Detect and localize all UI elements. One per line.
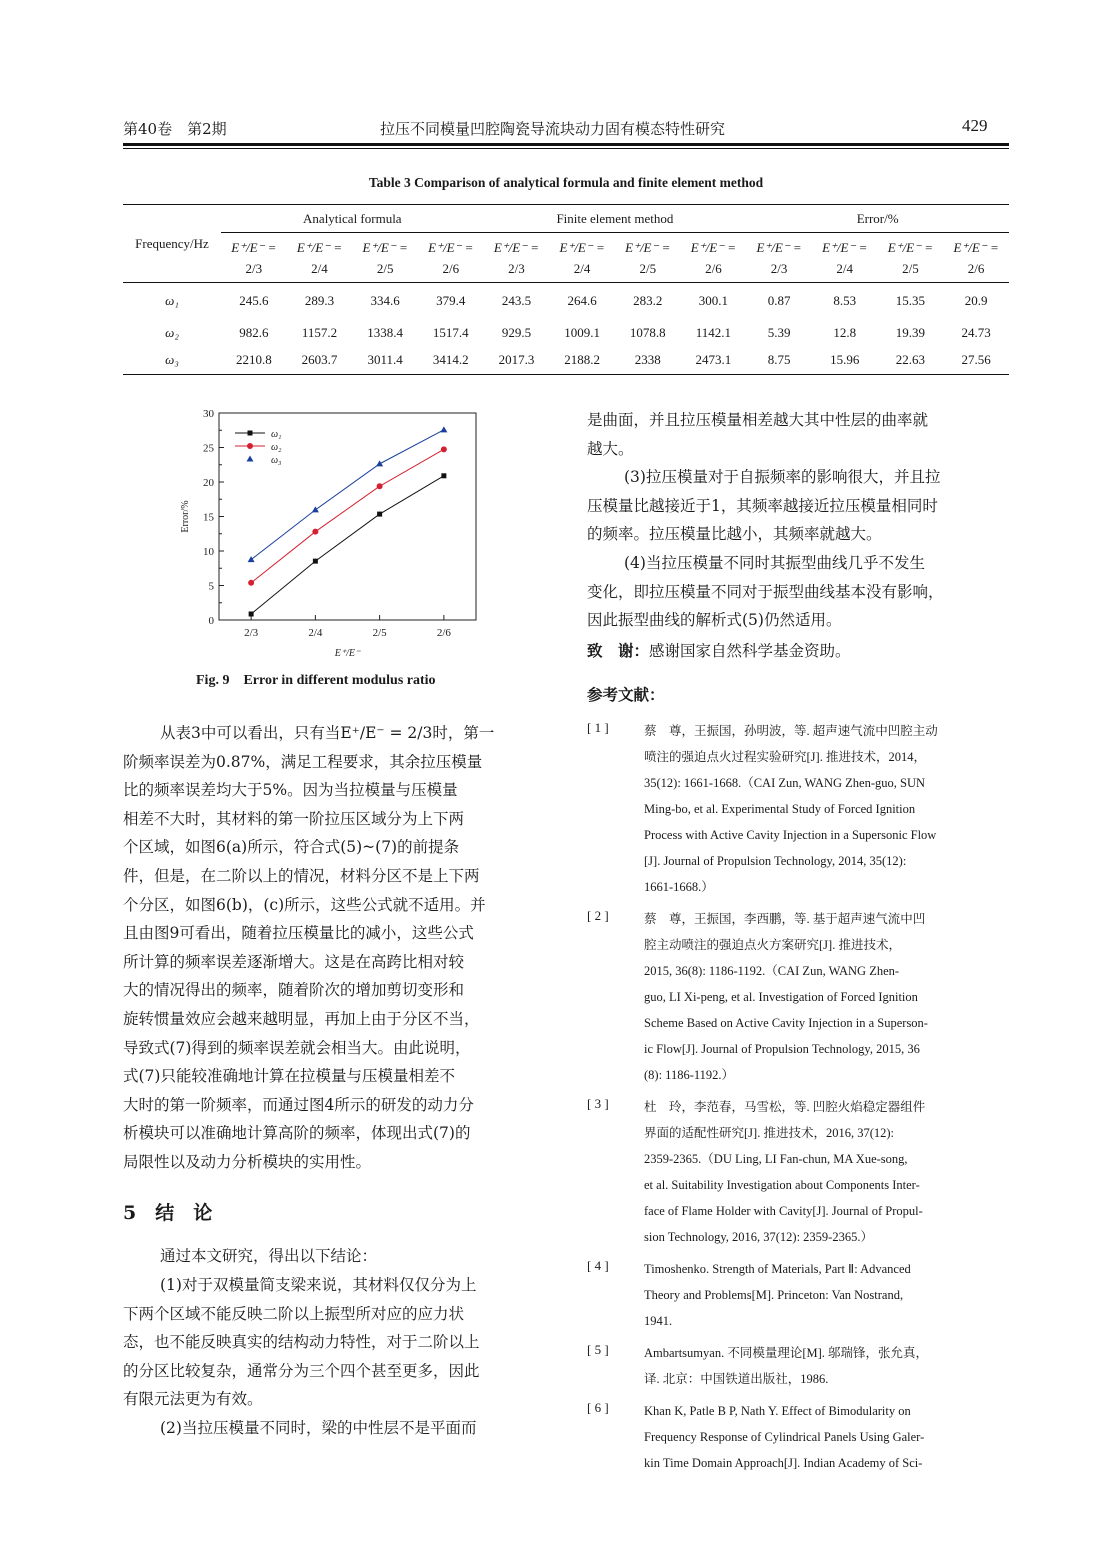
ratio-header: [484, 233, 550, 283]
text-line: (2)当拉压模量不同时，梁的中性层不是平面而: [160, 1418, 477, 1437]
table-cell: 2603.7: [287, 347, 353, 375]
text-line: 式(7)只能较准确地计算在拉模量与压模量相差不: [123, 1067, 455, 1086]
reference-line: Scheme Based on Active Cavity Injection in a Superson-: [644, 1016, 928, 1030]
text-line: 变化，即拉压模量不同对于振型曲线基本没有影响，: [587, 582, 944, 601]
x-axis-label: E⁺/E⁻: [334, 648, 361, 659]
ratio-header: [681, 233, 747, 283]
table-cell: 2017.3: [484, 347, 550, 375]
right-paragraph: [587, 406, 1009, 635]
table-cell: 15.35: [895, 292, 926, 308]
ratio-value: 2/5: [902, 260, 919, 276]
reference-line: [J]. Journal of Propulsion Technology, 2014, 35(12):: [644, 854, 907, 868]
y-tick-label: 15: [203, 511, 214, 524]
reference-line: 1941.: [644, 1314, 673, 1328]
text-line: 导致式(7)得到的频率误差就会相当大。由此说明，: [123, 1038, 471, 1057]
ratio-header: [943, 233, 1009, 283]
table-cell: 0.87: [767, 292, 791, 308]
ratio-header: [615, 233, 681, 283]
ratio-value: 2/6: [442, 260, 460, 276]
ratio-header: [746, 233, 812, 283]
text-line: 所计算的频率误差逐渐增大。这是在高跨比相对较: [123, 952, 465, 971]
text-line: 旋转惯量效应会越来越明显，再加上由于分区不当，: [123, 1009, 480, 1028]
y-tick-label: 5: [208, 580, 214, 593]
reference-line: et al. Suitability Investigation about Components Inter-: [644, 1178, 920, 1192]
table-cell: 245.6: [239, 292, 269, 308]
ratio-prefix: E⁺/E⁻ =: [296, 239, 343, 255]
table-cell: 8.75: [746, 347, 812, 375]
text-line: (1)对于双模量简支梁来说，其材料仅仅分为上: [160, 1276, 477, 1294]
reference-item: [587, 906, 1009, 1088]
ratio-header: [221, 233, 287, 283]
table-cell: 19.39: [895, 324, 926, 340]
table-cell: 3414.2: [418, 347, 484, 375]
table-row: [123, 319, 1009, 347]
section-heading: 5 结 论: [123, 1202, 213, 1224]
table-cell: 289.3: [304, 292, 335, 308]
data-point: [313, 559, 318, 564]
text-line: 的频率。拉压模量比越小，其频率就越大。: [587, 525, 882, 544]
ratio-value: 2/5: [639, 260, 657, 276]
x-tick-label: 2/4: [308, 627, 323, 639]
table-cell: 27.56: [943, 347, 1009, 375]
reference-line: ic Flow[J]. Journal of Propulsion Technology, 2015, 36: [644, 1042, 920, 1056]
ratio-prefix: E⁺/E⁻ =: [625, 239, 671, 255]
text-line: 从表3中可以看出，只有当E⁺/E⁻ = 2/3时，第一: [160, 724, 495, 742]
conclusion-intro: 通过本文研究，得出以下结论：: [160, 1247, 378, 1265]
ratio-prefix: E⁺/E⁻ =: [559, 239, 605, 255]
table-row: [123, 347, 1009, 375]
table-caption: Table 3 Comparison of analytical formula and finite element method: [368, 175, 764, 190]
reference-line: Ambartsumyan. 不同模量理论[M]. 邬瑞锋，张允真，: [644, 1346, 929, 1360]
reference-line: kin Time Domain Approach[J]. Indian Academy of Sci-: [644, 1456, 923, 1470]
data-point: [441, 446, 447, 452]
legend-label: ω₂: [271, 442, 282, 453]
ratio-prefix: E⁺/E⁻ =: [953, 239, 999, 255]
group-analytical: Analytical formula: [221, 205, 484, 233]
table-cell: 1009.1: [564, 324, 600, 340]
row-label: ω₃: [123, 347, 221, 375]
text-line: 态，也不能反映真实的结构动力特性，对于二阶以上: [123, 1333, 480, 1352]
reference-item: [587, 1256, 1009, 1334]
table-cell: 1142.1: [695, 324, 732, 340]
table-cell: 2473.1: [681, 347, 747, 375]
ratio-header: [549, 233, 615, 283]
ratio-prefix: E⁺/E⁻ =: [822, 239, 868, 255]
row-label: ω₂: [165, 324, 179, 340]
reference-line: sion Technology, 2016, 37(12): 2359-2365.）: [644, 1230, 873, 1244]
y-tick-label: 10: [203, 546, 214, 558]
reference-number: [ 5 ]: [587, 1342, 609, 1357]
table-cell: 283.2: [633, 292, 663, 308]
ratio-prefix: E⁺/E⁻ =: [756, 239, 802, 255]
table-cell: 929.5: [501, 324, 532, 340]
data-point: [248, 580, 254, 586]
text-line: 因此振型曲线的解析式(5)仍然适用。: [587, 611, 842, 630]
reference-line: 35(12): 1661-1668.（CAI Zun, WANG Zhen-guo, SUN: [644, 776, 925, 790]
data-point: [377, 512, 382, 517]
reference-line: 2359-2365.（DU Ling, LI Fan-chun, MA Xue-song,: [644, 1152, 908, 1166]
text-line: 件，但是，在二阶以上的情况，材料分区不是上下两: [123, 866, 480, 885]
data-point: [377, 483, 383, 489]
ratio-value: 2/4: [311, 260, 328, 276]
row-label: ω₁: [165, 292, 179, 308]
text-line: 局限性以及动力分析模块的实用性。: [123, 1152, 372, 1171]
text-line: (3)拉压模量对于自振频率的影响很大，并且拉: [624, 468, 941, 487]
reference-line: Timoshenko. Strength of Materials, Part Ⅱ: Advanced: [644, 1262, 911, 1276]
x-tick-label: 2/3: [244, 627, 259, 639]
legend-marker: [247, 456, 254, 462]
reference-line: 译. 北京：中国铁道出版社，1986.: [644, 1372, 829, 1386]
ratio-value: 2/4: [573, 260, 591, 276]
table-cell: 24.73: [961, 324, 991, 340]
legend-marker: [247, 443, 253, 449]
text-line: 且由图9可看出，随着拉压模量比的减小，这些公式: [123, 924, 474, 943]
legend-label: ω₁: [271, 429, 282, 440]
y-axis-label: Error/%: [180, 500, 191, 533]
page-number: 429: [962, 116, 988, 135]
reference-line: 1661-1668.）: [644, 880, 714, 894]
data-point: [441, 473, 446, 478]
reference-line: 喷注的强迫点火过程实验研究[J]. 推进技术，2014，: [644, 750, 926, 764]
plot-frame: [219, 413, 476, 620]
text-line: 压模量比越接近于1，其频率越接近拉压模量相同时: [587, 496, 938, 515]
table-cell: 243.5: [501, 292, 532, 308]
reference-line: Khan K, Patle B P, Nath Y. Effect of Bimodularity on: [644, 1404, 911, 1418]
comparison-table: [123, 204, 1009, 375]
ratio-value: 2/3: [508, 260, 525, 276]
text-line: 大的情况得出的频率，随着阶次的增加剪切变形和: [123, 981, 465, 1000]
table-cell: 5.39: [767, 324, 791, 340]
y-tick-label: 20: [203, 477, 214, 489]
reference-line: (8): 1186-1192.）: [644, 1068, 735, 1082]
table-cell: 379.4: [436, 292, 466, 308]
reference-line: 蔡 尊，王振国，孙明波，等. 超声速气流中凹腔主动: [644, 724, 938, 738]
table-cell: 2188.2: [549, 347, 615, 375]
table-cell: 12.8: [833, 324, 857, 340]
y-tick-label: 0: [208, 615, 214, 627]
table-cell: 1517.4: [432, 324, 469, 340]
text-line: 下两个区域不能反映二阶以上振型所对应的应力状: [123, 1304, 465, 1323]
reference-line: guo, LI Xi-peng, et al. Investigation of Forced Ignition: [644, 990, 918, 1004]
data-point: [312, 506, 319, 512]
table-cell: 1157.2: [301, 324, 338, 340]
table-row-header: Frequency/Hz: [123, 205, 221, 283]
left-paragraph-2: [123, 1271, 545, 1443]
ratio-value: 2/5: [376, 260, 394, 276]
data-point: [440, 426, 447, 432]
acknowledgement: [587, 637, 851, 666]
table-cell: 264.6: [567, 292, 597, 308]
table-cell: 1338.4: [367, 324, 404, 340]
ratio-prefix: E⁺/E⁻ =: [428, 239, 474, 255]
table-cell: 15.96: [812, 347, 878, 375]
x-tick-label: 2/6: [436, 627, 451, 639]
ratio-value: 2/6: [967, 260, 985, 276]
figure-caption: Fig. 9 Error in different modulus ratio: [196, 673, 436, 688]
table-cell: 3011.4: [352, 347, 418, 375]
reference-number: [ 3 ]: [587, 1096, 609, 1111]
data-point: [376, 460, 383, 466]
y-tick-label: 30: [203, 408, 214, 420]
table-cell: 2338: [615, 347, 681, 375]
table-cell: 22.63: [878, 347, 944, 375]
references-list: [587, 718, 1009, 1482]
ratio-prefix: E⁺/E⁻ =: [231, 239, 277, 255]
series-line-2: [251, 449, 444, 582]
ratio-header: [812, 233, 878, 283]
ratio-prefix: E⁺/E⁻ =: [887, 239, 934, 255]
y-tick-label: 25: [203, 442, 214, 455]
ratio-value: 2/3: [770, 260, 788, 276]
text-line: 大时的第一阶频率，而通过图4所示的研发的动力分: [123, 1095, 474, 1114]
text-line: (4)当拉压模量不同时其振型曲线几乎不发生: [624, 553, 925, 572]
ack-label: 致 谢：: [587, 641, 650, 660]
data-point: [312, 529, 318, 535]
ratio-prefix: E⁺/E⁻ =: [362, 239, 408, 255]
text-line: 有限元法更为有效。: [123, 1390, 263, 1409]
text-line: 比的频率误差均大于5%。因为当拉模量与压模量: [123, 781, 458, 800]
reference-number: [ 2 ]: [587, 908, 609, 923]
reference-line: 蔡 尊，王振国，李西鹏，等. 基于超声速气流中凹: [644, 912, 926, 926]
text-line: 相差不大时，其材料的第一阶拉压区域分为上下两: [123, 809, 465, 828]
table-cell: 2210.8: [221, 347, 287, 375]
reference-line: Ming-bo, et al. Experimental Study of Forced Ignition: [644, 802, 916, 816]
text-line: 是曲面，并且拉压模量相差越大其中性层的曲率就: [587, 411, 929, 429]
table-row: [123, 283, 1009, 319]
ratio-prefix: E⁺/E⁻ =: [690, 239, 737, 255]
text-line: 越大。: [587, 439, 634, 458]
table-cell: 20.9: [964, 292, 988, 308]
text-line: 阶频率误差为0.87%，满足工程要求，其余拉压模量: [123, 752, 483, 771]
table-cell: 8.53: [833, 292, 857, 308]
legend-marker: [248, 431, 253, 436]
ratio-header: [418, 233, 484, 283]
reference-line: 杜 玲，李范春，马雪松，等. 凹腔火焰稳定器组件: [644, 1100, 926, 1114]
ratio-value: 2/6: [705, 260, 722, 276]
text-line: 个分区，如图6(b)，(c)所示，这些公式就不适用。并: [123, 895, 486, 914]
text-line: 析模块可以准确地计算高阶的频率，体现出式(7)的: [123, 1124, 471, 1143]
reference-line: 腔主动喷注的强迫点火方案研究[J]. 推进技术，: [644, 938, 901, 952]
reference-number: [ 6 ]: [587, 1400, 609, 1415]
group-fem: Finite element method: [484, 205, 747, 233]
legend-label: ω₃: [271, 455, 282, 466]
reference-line: Process with Active Cavity Injection in a Supersonic Flow: [644, 828, 937, 842]
group-error: Error/%: [746, 205, 1009, 233]
reference-item: [587, 1398, 1009, 1476]
table-cell: 334.6: [370, 292, 400, 308]
table-cell: 982.6: [239, 324, 269, 340]
text-line: 的分区比较复杂，通常分为三个四个甚至更多，因此: [123, 1361, 480, 1380]
ratio-header: [287, 233, 353, 283]
ratio-value: 2/4: [836, 260, 854, 276]
ratio-header: [352, 233, 418, 283]
left-paragraph-1: [123, 719, 545, 1177]
reference-line: Frequency Response of Cylindrical Panels Using Galer-: [644, 1430, 925, 1444]
ratio-prefix: E⁺/E⁻ =: [493, 239, 540, 255]
reference-number: [ 1 ]: [587, 720, 609, 735]
references-title: 参考文献：: [587, 685, 665, 704]
data-point: [248, 556, 255, 562]
table-cell: 1078.8: [629, 324, 666, 340]
ack-text: 感谢国家自然科学基金资助。: [649, 642, 851, 660]
ratio-value: 2/3: [245, 260, 263, 276]
header-rule-thick: [123, 143, 1009, 146]
reference-item: [587, 718, 1009, 900]
reference-line: face of Flame Holder with Cavity[J]. Journal of Propul-: [644, 1204, 923, 1218]
text-line: 个区域，如图6(a)所示，符合式(5)~(7)的前提条: [123, 838, 460, 857]
x-tick-label: 2/5: [372, 627, 387, 639]
error-chart: [170, 400, 490, 665]
reference-item: [587, 1094, 1009, 1250]
data-point: [249, 611, 254, 616]
series-line-1: [251, 476, 444, 614]
reference-line: 2015, 36(8): 1186-1192.（CAI Zun, WANG Zhen-: [644, 964, 900, 978]
running-head-volume: 第40卷 第2期: [123, 120, 227, 138]
reference-line: 界面的适配性研究[J]. 推进技术，2016, 37(12):: [644, 1126, 894, 1140]
header-rule-thin: [123, 148, 1009, 149]
reference-line: Theory and Problems[M]. Princeton: Van Nostrand,: [644, 1288, 904, 1302]
ratio-header: [878, 233, 944, 283]
reference-number: [ 4 ]: [587, 1258, 609, 1273]
running-head-title: 拉压不同模量凹腔陶瓷导流块动力固有模态特性研究: [380, 120, 726, 138]
reference-item: [587, 1340, 1009, 1392]
table-cell: 300.1: [698, 292, 729, 308]
